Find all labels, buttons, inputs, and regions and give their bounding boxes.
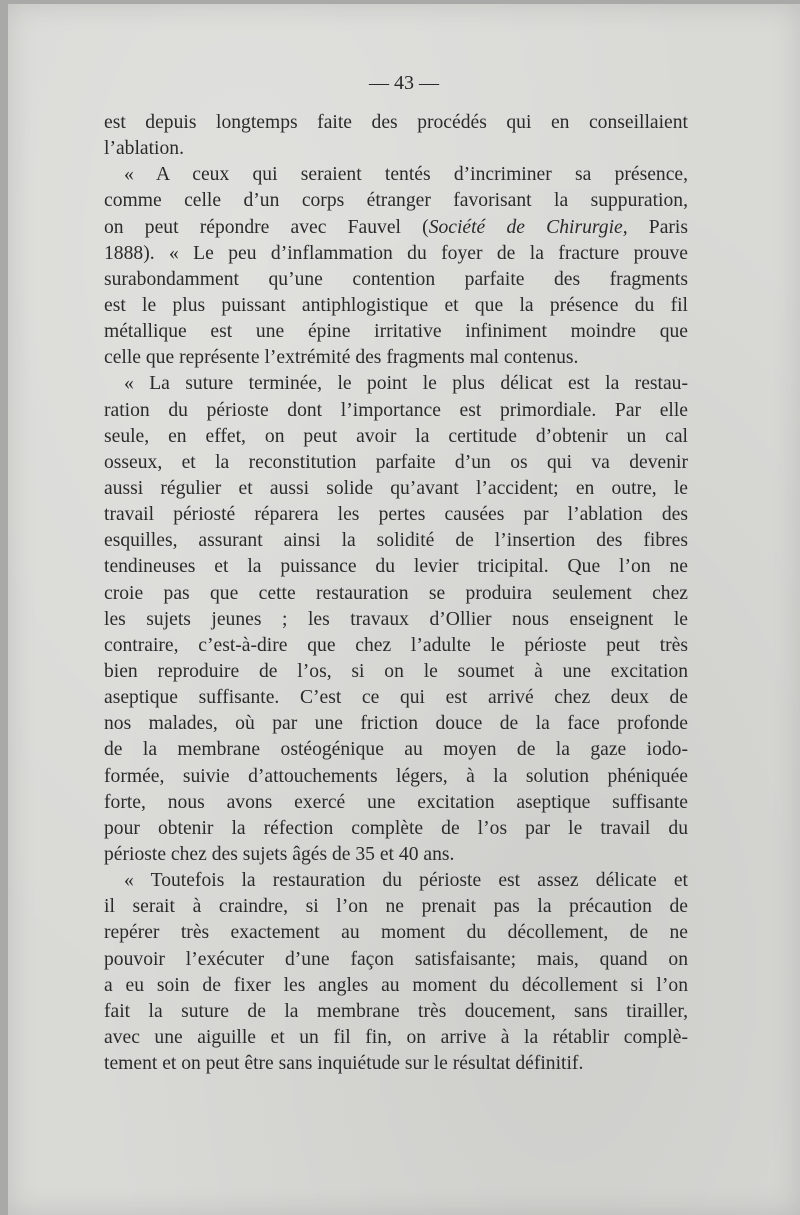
text-line: aseptique suffisante. C’est ce qui est arrivé chez deux de bbox=[104, 687, 688, 709]
body-text bbox=[104, 110, 688, 1077]
text-line: croie pas que cette restauration se produira seulement chez bbox=[104, 582, 688, 604]
text-line: surabondamment qu’une contention parfaite des fragments bbox=[104, 268, 688, 290]
text-line: contraire, c’est-à-dire que chez l’adulte le périoste peut très bbox=[104, 634, 688, 656]
text-line: de la membrane ostéogénique au moyen de la gaze iodo- bbox=[104, 739, 688, 761]
text-line: métallique est une épine irritative infiniment moindre que bbox=[104, 321, 688, 343]
citation-society: Société de Chirurgie, bbox=[428, 216, 628, 238]
text-line: travail périosté réparera les pertes causées par l’ablation des bbox=[104, 504, 688, 526]
text-line: avec une aiguille et un fil fin, on arrive à la rétablir complè- bbox=[104, 1026, 688, 1048]
book-page bbox=[8, 4, 800, 1215]
text-line: périoste chez des sujets âgés de 35 et 40 ans. bbox=[104, 843, 455, 865]
text-line: « Toutefois la restauration du périoste est assez délicate et bbox=[124, 870, 688, 892]
text-line: bien reproduire de l’os, si on le soumet à une excitation bbox=[104, 660, 688, 682]
text-line: esquilles, assurant ainsi la solidité de l’insertion des fibres bbox=[104, 530, 688, 552]
text-line: celle que représente l’extrémité des fragments mal contenus. bbox=[104, 347, 579, 369]
text-segment: Paris bbox=[627, 216, 688, 238]
text-line: l’ablation. bbox=[104, 138, 184, 160]
text-line: tement et on peut être sans inquiétude sur le résultat définitif. bbox=[104, 1053, 584, 1075]
text-line: ration du périoste dont l’importance est primordiale. Par elle bbox=[104, 399, 688, 421]
text-line: fait la suture de la membrane très doucement, sans tirailler, bbox=[104, 1000, 688, 1022]
text-line: est depuis longtemps faite des procédés qui en conseillaient bbox=[104, 112, 688, 133]
page-number: — 43 — bbox=[369, 72, 439, 94]
text-segment: on peut répondre avec Fauvel ( bbox=[104, 216, 429, 238]
text-line: tendineuses et la puissance du levier tricipital. Que l’on ne bbox=[104, 556, 688, 578]
text-line: 1888). « Le peu d’inflammation du foyer de la fracture prouve bbox=[104, 242, 688, 264]
text-line: formée, suivie d’attouchements légers, à la solution phéniquée bbox=[104, 765, 688, 787]
paragraph-1 bbox=[104, 110, 688, 162]
text-line: les sujets jeunes ; les travaux d’Ollier nous enseignent le bbox=[104, 608, 688, 630]
text-line: il serait à craindre, si l’on ne prenait pas la précaution de bbox=[104, 896, 688, 918]
text-line: forte, nous avons exercé une excitation aseptique suffisante bbox=[104, 791, 688, 813]
paragraph-4 bbox=[104, 868, 688, 1077]
text-line: osseux, et la reconstitution parfaite d’un os qui va devenir bbox=[104, 451, 688, 473]
text-line: nos malades, où par une friction douce de la face profonde bbox=[104, 713, 688, 735]
paragraph-2 bbox=[104, 162, 688, 371]
text-line: « A ceux qui seraient tentés d’incriminer sa présence, bbox=[124, 164, 688, 186]
text-line: aussi régulier et aussi solide qu’avant l’accident; en outre, le bbox=[104, 477, 688, 499]
text-line: repérer très exactement au moment du décollement, de ne bbox=[104, 922, 688, 944]
text-line: pouvoir l’exécuter d’une façon satisfaisante; mais, quand on bbox=[104, 948, 688, 970]
text-line: « La suture terminée, le point le plus délicat est la restau- bbox=[124, 373, 688, 395]
text-line: pour obtenir la réfection complète de l’os par le travail du bbox=[104, 817, 688, 839]
text-line: est le plus puissant antiphlogistique et que la présence du fil bbox=[104, 294, 688, 316]
paragraph-3 bbox=[104, 371, 688, 868]
text-line: comme celle d’un corps étranger favorisant la suppuration, bbox=[104, 190, 688, 212]
text-line: seule, en effet, on peut avoir la certitude d’obtenir un cal bbox=[104, 425, 688, 447]
text-line: a eu soin de fixer les angles au moment du décollement si l’on bbox=[104, 974, 688, 996]
text-line-with-citation bbox=[104, 215, 688, 241]
